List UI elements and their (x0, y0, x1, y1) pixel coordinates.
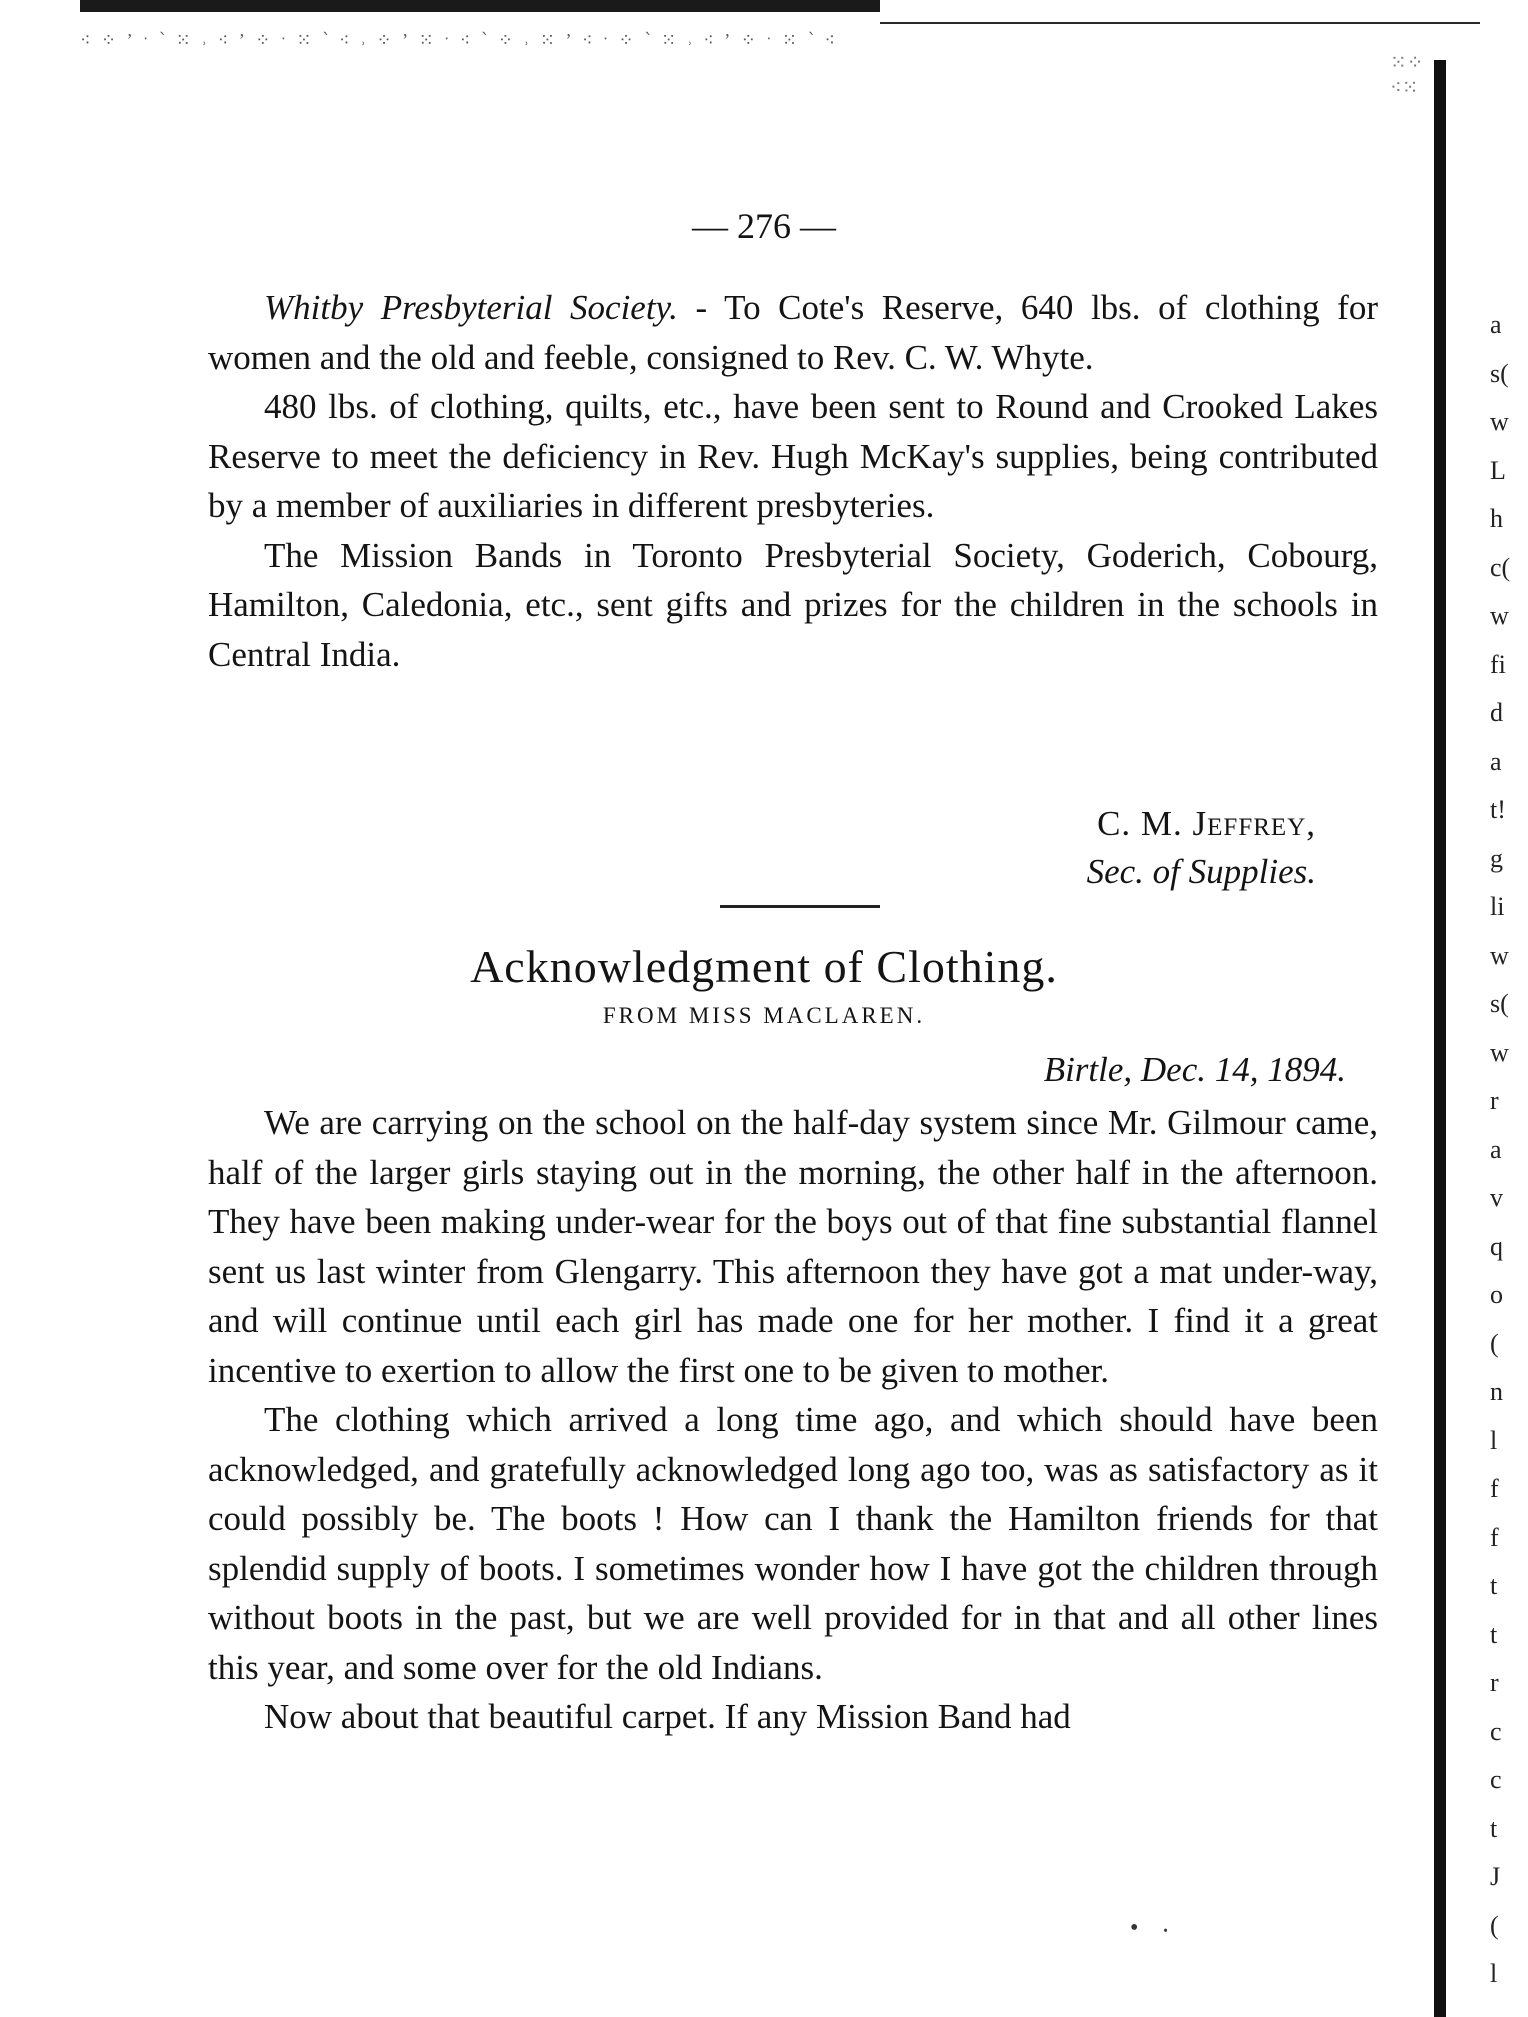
margin-fragment: w (1490, 601, 1509, 630)
margin-fragment: l (1490, 1959, 1498, 1988)
margin-fragment: q (1490, 1231, 1503, 1261)
margin-fragment: a (1490, 1134, 1502, 1164)
scan-noise-corner: ⁙⁘ ⁖⁙ (1390, 52, 1424, 99)
margin-fragment: li (1490, 892, 1505, 921)
section-supplies (208, 283, 1378, 679)
margin-fragment: t (1490, 1571, 1498, 1600)
margin-fragment: s( (1490, 358, 1509, 388)
scan-noise-dots: • ⸳ (1130, 1915, 1169, 1941)
margin-fragment: t (1490, 1813, 1498, 1843)
margin-fragment: h (1490, 504, 1503, 533)
margin-fragment: fi (1490, 649, 1506, 679)
paragraph-round-lakes: 480 lbs. of clothing, quilts, etc., have been sent to Round and Crooked Lakes Reserve to meet the deficiency in Rev. Hugh McKay's supplies, being contributed by a member of auxiliaries in different presbyteries. (208, 387, 1378, 525)
margin-fragment: l (1490, 1425, 1498, 1455)
margin-fragment: g (1490, 843, 1503, 873)
margin-fragment: v (1490, 1183, 1503, 1212)
paragraph-text: - To Cote's Reserve, 640 lbs. of clothing for women and the old and feeble, consigned to Rev. C. W. Whyte. (208, 288, 1378, 377)
margin-fragment: r (1490, 1668, 1499, 1697)
margin-fragment: L (1490, 455, 1506, 485)
margin-fragment: n (1490, 1377, 1503, 1406)
margin-fragment: a (1490, 746, 1502, 776)
top-thin-rule (880, 22, 1480, 24)
scan-noise-row: ⁖ ⁘ ʼ ˑ ՝ ⁙ ˒ ⁖ ʼ ⁘ ˑ ⁙ ՝ ⁖ ˒ ⁘ ʼ ⁙ ˑ ⁖ ՝ ⁘ ˒ ⁙ ʼ ⁖ ˑ ⁘ ՝ ⁙ ˒ ⁖ ʼ ⁘ ˑ ⁙ ՝ ⁖ (80, 30, 839, 50)
margin-fragment: t! (1490, 795, 1506, 824)
margin-fragment: s( (1490, 989, 1509, 1018)
margin-fragment: w (1490, 407, 1509, 436)
margin-fragment: r (1490, 1086, 1499, 1115)
paragraph-mission-bands: The Mission Bands in Toronto Presbyterial Society, Goderich, Cobourg, Hamilton, Caledonia, etc., sent gifts and prizes for the children in the schools in Central India. (208, 535, 1378, 674)
section-divider (720, 905, 880, 908)
margin-fragment: ( (1490, 1910, 1499, 1940)
paragraph-school: We are carrying on the school on the half-day system since Mr. Gilmour came, half of the larger girls staying out in the morning, the other half in the afternoon. They have been making under-wear for the boys out of that fine substantial flannel sent us last winter from Glengarry. This afternoon they have got a mat under-way, and will continue until each girl has made one for her mother. I find it a great incentive to exertion to allow the first one to be given to mother. (208, 1103, 1378, 1390)
margin-fragment: c (1490, 1765, 1502, 1794)
paragraph-clothing: The clothing which arrived a long time ago, and which should have been acknowledged, and gratefully acknowledged long ago too, was as satisfactory as it could possibly be. The boots ! How can I thank the Hamilton friends for that splendid supply of boots. I sometimes wonder how I have got the children through without boots in the past, but we are well provided for in that and all other lines this year, and some over for the old Indians. (208, 1400, 1378, 1687)
article-heading: Acknowledgment of Clothing. (470, 941, 1058, 992)
top-border-rule (80, 0, 880, 12)
margin-fragment: d (1490, 698, 1503, 727)
signature-block (1087, 800, 1316, 896)
paragraph-carpet: Now about that beautiful carpet. If any Mission Band had (264, 1697, 1071, 1736)
margin-fragment: t (1490, 1619, 1498, 1649)
margin-fragment: f (1490, 1522, 1499, 1552)
margin-fragment: w (1490, 940, 1509, 970)
signature-name: C. M. Jeffrey, (1097, 804, 1316, 843)
section-letter (208, 1098, 1378, 1742)
margin-fragment: w (1490, 1037, 1509, 1067)
signature-role: Sec. of Supplies. (1086, 852, 1316, 891)
page-number: — 276 — (692, 206, 836, 246)
book-spine-shadow (1434, 60, 1446, 2017)
margin-fragment: c (1490, 1716, 1502, 1746)
paragraph-lead: Whitby Presbyterial Society. (264, 288, 678, 327)
margin-fragment: o (1490, 1280, 1503, 1309)
article-subheading: FROM MISS MACLAREN. (602, 1003, 926, 1028)
margin-fragment: c( (1490, 552, 1511, 582)
margin-fragment: f (1490, 1474, 1499, 1503)
margin-fragment: J (1490, 1862, 1501, 1891)
article-dateline: Birtle, Dec. 14, 1894. (1043, 1050, 1346, 1089)
margin-fragment: a (1490, 310, 1502, 339)
paragraph-whitby (208, 283, 1378, 382)
margin-fragment: ( (1490, 1328, 1499, 1358)
